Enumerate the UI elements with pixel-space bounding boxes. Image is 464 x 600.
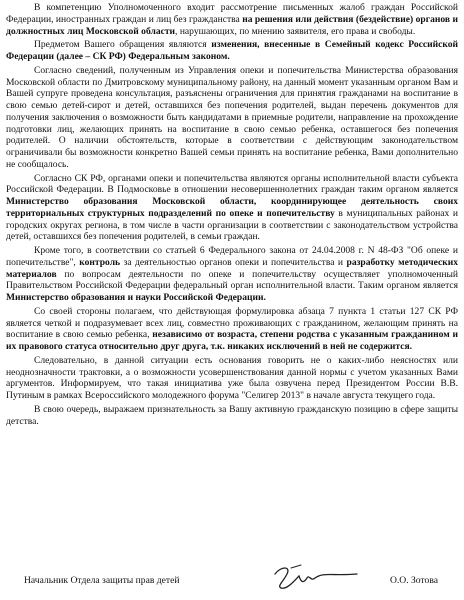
emphasized-text: Министерство образования и науки Российской Федерации. [6,292,266,303]
signatory-name: О.О. Зотова [389,575,438,586]
body-paragraph [6,2,458,37]
paragraph-text: , нарушающих, по мнению заявителя, его права и свободы. [175,25,416,37]
emphasized-text: разработку методических материалов [6,256,458,280]
paragraph-text: Согласно сведений, полученным из Управления опеки и попечительства Министерства образования Московской области по Дмитровскому муниципальному району, на данный момент указанным органом Вам и Вашей супруге проведена консультация, разъяснены ограничения для принятия гражданами на воспитание в свою семью детей-сирот и детей, оставшихся без попечения родителей, выдан перечень документов для получения заключения о возможности быть кандидатами в приемные родители, направление на прохождение подготовки лиц, желающих принять на воспитание в свою семью ребенка, оставшегося без попечения родителей. О наличии обстоятельств, которые в соответствии с действующим законодательством ограничивали бы возможности конкретно Вашей семьи принять на воспитание ребенка, Вами дополнительно не сообщалось. [6,64,458,170]
body-paragraph [6,306,458,353]
body-paragraph [6,245,458,304]
signatory-position: Начальник Отдела защиты прав детей [24,575,180,586]
emphasized-text: контроль [79,256,121,268]
signature-block [6,562,458,592]
emphasized-text: Министерство образования Московской области, координирующее деятельность своих территориальных структурных подразделений по опеке и попечительству [6,196,458,219]
body-paragraph [6,355,458,402]
paragraph-text: Согласно СК РФ, органами опеки и попечительства являются органы исполнительной власти субъекта Российской Федерации. В Подмосковье в отношении несовершеннолетних граждан таким органом является [6,172,458,196]
body-paragraph [6,65,458,171]
handwritten-signature [271,562,361,592]
paragraph-text: Со своей стороны полагаем, что действующая формулировка абзаца 7 пункта 1 статьи 127 СК РФ является четкой и подразумевает всех лиц, совместно проживающих с гражданином, желающим принять на воспитание в свою семью ребенка, [6,305,458,341]
paragraph-text: Предметом Вашего обращения являются [34,39,212,51]
paragraph-text: В компетенцию Уполномоченного входит рассмотрение письменных жалоб граждан Российской Федерации, иностранных граждан и лиц без гражданства [6,2,458,25]
paragraph-text: Следовательно, в данной ситуации есть основания говорить не о каких-либо неясностях или неоднозначности трактовки, а о возможности усовершенствования данной нормы с учетом указанных Вами аргументов. Информируем, что такая инициатива уже была озвучена перед Президентом России В.В. Путиным в рамках Всероссийского молодежного форума "Селигер 2013" в начале августа текущего года. [6,354,458,401]
letter-body [6,2,458,427]
paragraph-text: В свою очередь, выражаем признательность за Вашу активную гражданскую позицию в сфере защиты детства. [6,403,458,427]
body-paragraph [6,173,458,244]
paragraph-text: по вопросам деятельности по опеке и попечительству осуществляет уполномоченный Правительством Российской Федерации федеральный орган исполнительной власти. Таким органом является [6,268,458,292]
body-paragraph [6,39,458,63]
paragraph-text: за деятельностью органов опеки и попечительства и [120,256,347,268]
emphasized-text: независимо от возраста, степени родства с указанным гражданином и их правового статуса относительно друг друга, т.к. никаких исключений в ней не содержится. [6,329,458,352]
paragraph-text: в муниципальных районах и городских округах региона, в том числе в части организации в соответствии с законодательством устройства детей, оставшихся без попечения родителей, в семьи граждан. [6,207,458,243]
body-paragraph [6,404,458,428]
paragraph-text: Кроме того, в соответствии со статьей 6 Федерального закона от 24.04.2008 г. N 48-ФЗ "Об опеке и попечительстве", [6,245,458,268]
emphasized-text: изменения, внесенные в Семейный кодекс Российской Федерации (далее – СК РФ) Федеральным законом. [6,39,459,62]
emphasized-text: на решения или действия (бездействие) органов и должностных лиц Московской области [6,13,458,37]
